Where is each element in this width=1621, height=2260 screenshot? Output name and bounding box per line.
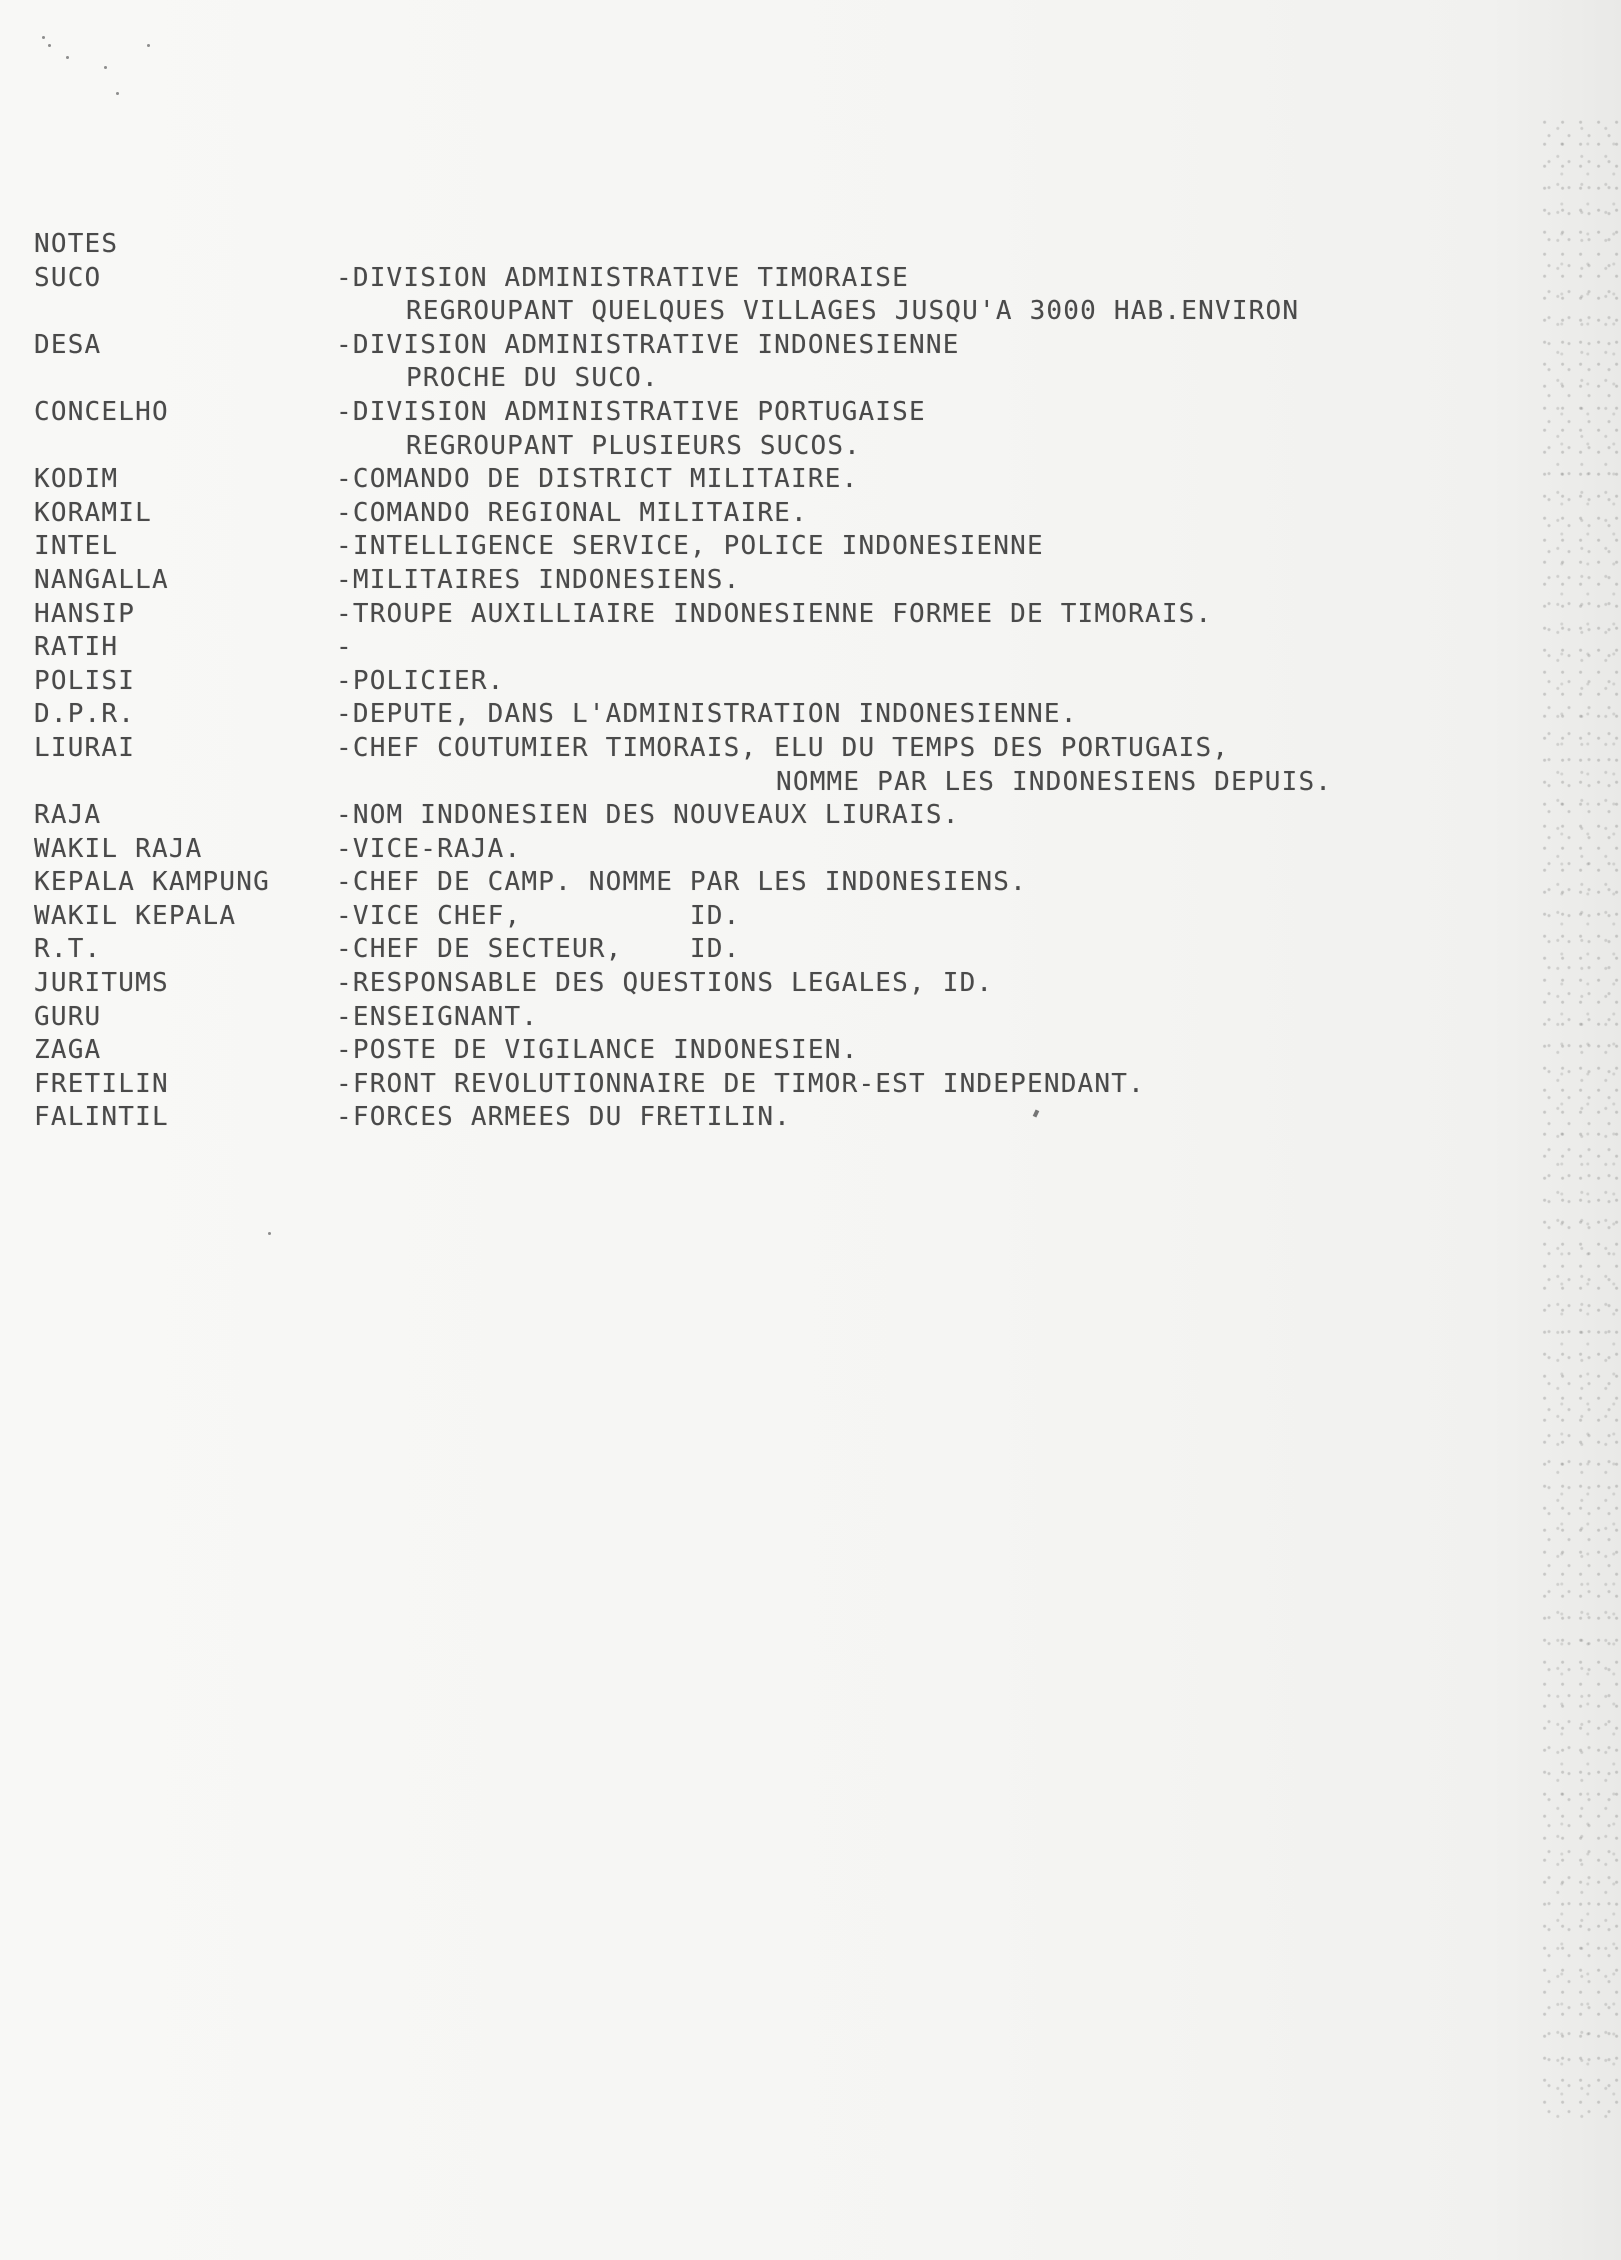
entry-row <box>34 933 1534 967</box>
entry-definition <box>336 665 1534 699</box>
scan-speck <box>147 44 150 47</box>
entry-term: D.P.R. <box>34 699 136 730</box>
definition-line: -VICE CHEF, ID. <box>336 900 741 931</box>
entry-row <box>34 833 1534 867</box>
entry-term: INTEL <box>34 531 119 562</box>
entry-term: ZAGA <box>34 1035 102 1066</box>
entry-row <box>34 463 1534 497</box>
entry-row <box>34 866 1534 900</box>
entry-term: RATIH <box>34 632 119 663</box>
entry-term: LIURAI <box>34 732 136 763</box>
definition-line: -COMANDO REGIONAL MILITAIRE. <box>336 497 808 528</box>
entry-definition <box>336 698 1534 732</box>
entry-definition <box>336 1068 1534 1102</box>
definition-line: REGROUPANT PLUSIEURS SUCOS. <box>406 430 862 461</box>
entry-definition <box>336 933 1534 967</box>
definition-line: -MILITAIRES INDONESIENS. <box>336 564 741 595</box>
definition-line: -DEPUTE, DANS L'ADMINISTRATION INDONESIENNE. <box>336 699 1078 730</box>
entry-row <box>34 530 1534 564</box>
definition-line: -DIVISION ADMINISTRATIVE TIMORAISE <box>336 262 910 293</box>
definition-line: -CHEF COUTUMIER TIMORAIS, ELU DU TEMPS DES PORTUGAIS, <box>336 732 1230 763</box>
entry-term: FALINTIL <box>34 1102 169 1133</box>
entry-definition <box>336 732 1534 799</box>
entry-definition <box>336 631 1534 665</box>
entry-term: DESA <box>34 329 102 360</box>
entry-row <box>34 598 1534 632</box>
definition-line: NOMME PAR LES INDONESIENS DEPUIS. <box>776 766 1333 797</box>
scan-edge-noise <box>1541 120 1621 2120</box>
entry-row <box>34 732 1534 799</box>
scan-speck <box>104 66 107 69</box>
scan-speck <box>116 92 119 95</box>
entry-definition <box>336 329 1534 396</box>
entry-row <box>34 329 1534 396</box>
entry-term: SUCO <box>34 262 102 293</box>
entry-row <box>34 1001 1534 1035</box>
entry-term: R.T. <box>34 934 102 965</box>
scan-speck <box>42 36 45 39</box>
definition-line: -VICE-RAJA. <box>336 833 522 864</box>
scan-speck <box>48 44 51 47</box>
scan-speck <box>66 56 69 59</box>
entry-term: HANSIP <box>34 598 136 629</box>
entry-term: NANGALLA <box>34 564 169 595</box>
entry-definition <box>336 1001 1534 1035</box>
entry-term: POLISI <box>34 665 136 696</box>
entry-term: WAKIL KEPALA <box>34 900 237 931</box>
entry-term: KEPALA KAMPUNG <box>34 867 270 898</box>
definition-line: -DIVISION ADMINISTRATIVE INDONESIENNE <box>336 329 960 360</box>
entry-row <box>34 665 1534 699</box>
entry-row <box>34 1034 1534 1068</box>
entry-definition <box>336 463 1534 497</box>
scan-speck <box>268 1232 271 1235</box>
entry-row <box>34 1068 1534 1102</box>
definition-line: -ENSEIGNANT. <box>336 1001 539 1032</box>
notes-glossary <box>34 228 1534 1135</box>
definition-line: -FORCES ARMEES DU FRETILIN. <box>336 1102 792 1133</box>
entry-definition <box>336 866 1534 900</box>
definition-line: -TROUPE AUXILLIAIRE INDONESIENNE FORMEE DE TIMORAIS. <box>336 598 1213 629</box>
entry-definition <box>336 262 1534 329</box>
definition-line: -RESPONSABLE DES QUESTIONS LEGALES, ID. <box>336 968 994 999</box>
definition-line: -COMANDO DE DISTRICT MILITAIRE. <box>336 464 859 495</box>
entry-row <box>34 564 1534 598</box>
entry-definition <box>336 564 1534 598</box>
definition-line: -POLICIER. <box>336 665 505 696</box>
entry-row <box>34 262 1534 329</box>
entry-definition <box>336 833 1534 867</box>
entry-term: FRETILIN <box>34 1068 169 1099</box>
entry-definition <box>336 900 1534 934</box>
entry-term: KORAMIL <box>34 497 152 528</box>
entry-definition <box>336 530 1534 564</box>
entry-row <box>34 631 1534 665</box>
entry-term: RAJA <box>34 800 102 831</box>
entry-term: KODIM <box>34 464 119 495</box>
definition-line: -NOM INDONESIEN DES NOUVEAUX LIURAIS. <box>336 800 960 831</box>
entry-definition <box>336 799 1534 833</box>
entry-term: GURU <box>34 1001 102 1032</box>
entry-row <box>34 967 1534 1001</box>
entry-definition <box>336 396 1534 463</box>
entry-definition <box>336 497 1534 531</box>
entry-term: WAKIL RAJA <box>34 833 203 864</box>
entry-term: CONCELHO <box>34 396 169 427</box>
definition-line: - <box>336 632 353 663</box>
entry-row <box>34 497 1534 531</box>
definition-line: -CHEF DE SECTEUR, ID. <box>336 934 741 965</box>
definition-line: -POSTE DE VIGILANCE INDONESIEN. <box>336 1035 859 1066</box>
definition-line: REGROUPANT QUELQUES VILLAGES JUSQU'A 3000 HAB.ENVIRON <box>406 296 1300 327</box>
entry-definition <box>336 1034 1534 1068</box>
entry-definition <box>336 598 1534 632</box>
definition-line: -CHEF DE CAMP. NOMME PAR LES INDONESIENS. <box>336 867 1027 898</box>
entry-definition <box>336 1101 1534 1135</box>
entry-row <box>34 698 1534 732</box>
entry-term: JURITUMS <box>34 968 169 999</box>
entry-definition <box>336 967 1534 1001</box>
entry-row <box>34 1101 1534 1135</box>
definition-line: -INTELLIGENCE SERVICE, POLICE INDONESIENNE <box>336 531 1044 562</box>
definition-line: -DIVISION ADMINISTRATIVE PORTUGAISE <box>336 396 926 427</box>
entry-row <box>34 900 1534 934</box>
entry-row <box>34 799 1534 833</box>
notes-title: NOTES <box>34 229 119 259</box>
definition-line: PROCHE DU SUCO. <box>406 363 659 394</box>
definition-line: -FRONT REVOLUTIONNAIRE DE TIMOR-EST INDEPENDANT. <box>336 1068 1145 1099</box>
entry-row <box>34 396 1534 463</box>
